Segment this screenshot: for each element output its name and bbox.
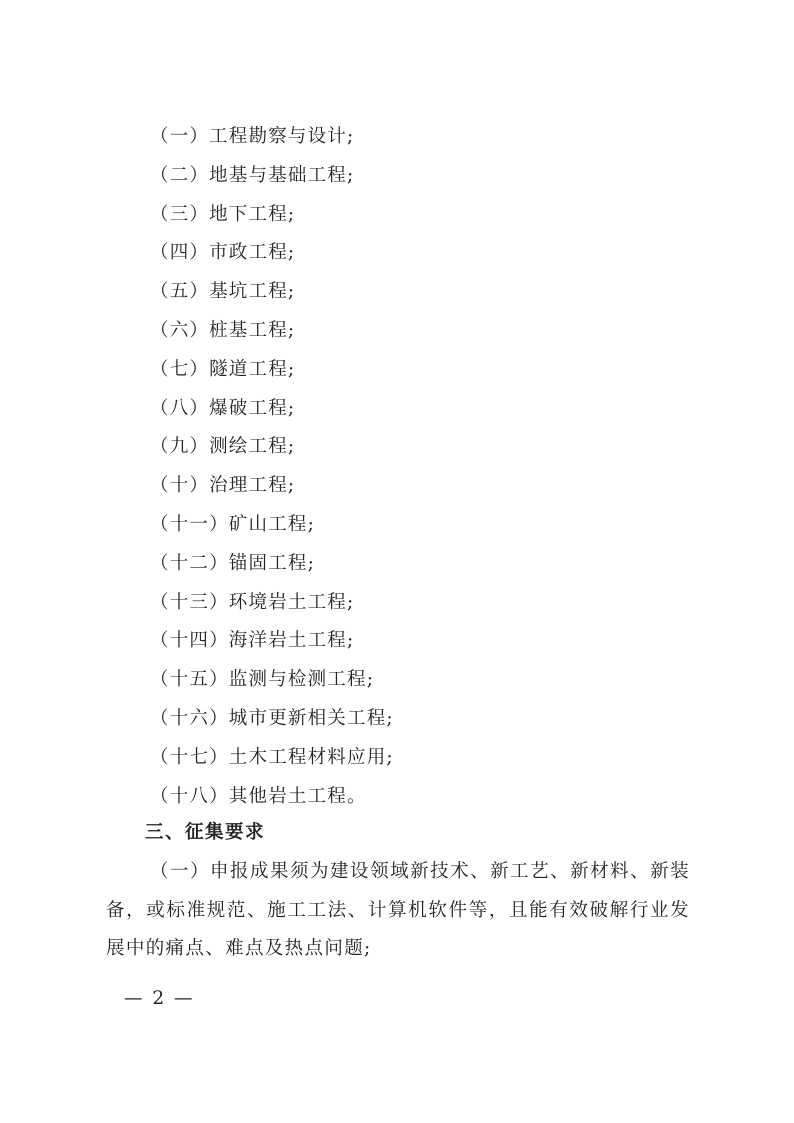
list-item: （九）测绘工程; (150, 436, 296, 458)
list-item: （十六）城市更新相关工程; (150, 707, 394, 729)
list-item: （十二）锚固工程; (150, 552, 316, 574)
list-item: （六）桩基工程; (150, 319, 296, 341)
list-item: （十）治理工程; (150, 475, 296, 497)
list-item: （四）市政工程; (150, 242, 296, 264)
list-item: （十五）监测与检测工程; (150, 669, 375, 691)
list-item: （一）工程勘察与设计; (150, 126, 355, 147)
list-item: （三）地下工程; (150, 203, 296, 225)
section-heading: 三、征集要求 (145, 822, 266, 843)
category-list (150, 118, 394, 816)
list-item: （十八）其他岩土工程。 (150, 785, 367, 807)
list-item: （十三）环境岩土工程; (150, 591, 355, 613)
body-paragraph: （一）申报成果须为建设领域新技术、新工艺、新材料、新装备，或标准规范、施工工法、计算机软件等，且能有效破解行业发展中的痛点、难点及热点问题; (106, 861, 690, 960)
list-item: （十一）矿山工程; (150, 513, 316, 535)
list-item: （十七）土木工程材料应用; (150, 746, 394, 768)
list-item: （七）隧道工程; (150, 358, 296, 380)
page-number: — 2 — (124, 988, 195, 1009)
list-item: （八）爆破工程; (150, 397, 296, 419)
list-item: （五）基坑工程; (150, 281, 296, 303)
list-item: （十四）海洋岩土工程; (150, 630, 355, 652)
list-item: （二）地基与基础工程; (150, 164, 355, 186)
